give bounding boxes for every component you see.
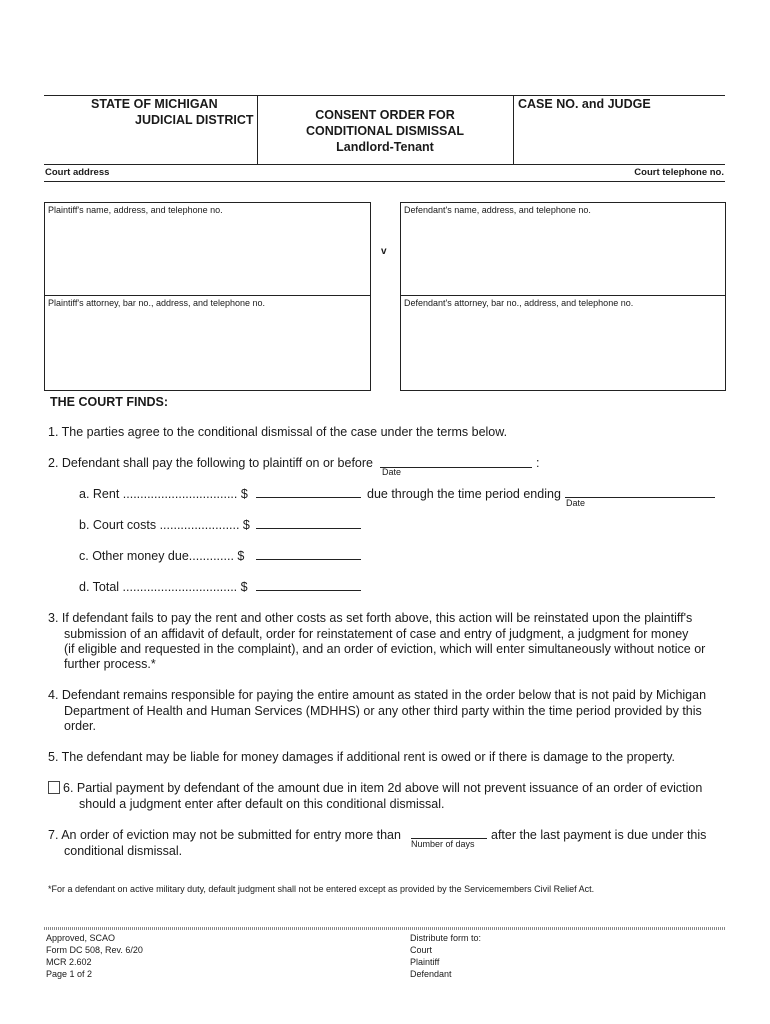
footer-distribute: Distribute form to:: [410, 933, 482, 943]
finding-item-6-line2: should a judgment enter after default on this conditional dismissal.: [79, 797, 445, 811]
finding-item-3-line3: (if eligible and requested in the complaint), and an order of eviction, which will enter simultaneously without notice or: [64, 642, 706, 656]
pay-by-date-field[interactable]: [380, 467, 532, 468]
state-label: STATE OF MICHIGAN: [91, 97, 218, 111]
court-finds-heading: THE COURT FINDS:: [50, 395, 169, 409]
finding-item-3-line4: further process.*: [64, 657, 156, 671]
finding-item-4-line1: 4. Defendant remains responsible for paying the entire amount as stated in the order below that is not paid by Michigan: [48, 688, 707, 702]
header-divider-right: [513, 95, 514, 164]
finding-item-5: 5. The defendant may be liable for money damages if additional rent is owed or if there is damage to the property.: [48, 750, 675, 764]
plaintiff-box-divider: [44, 295, 371, 296]
item-6-checkbox[interactable]: [48, 781, 60, 794]
finding-item-7-line1a: 7. An order of eviction may not be submitted for entry more than: [48, 828, 401, 842]
district-label: JUDICIAL DISTRICT: [135, 113, 254, 127]
pay-by-date-caption: Date: [382, 467, 402, 477]
finding-item-4-line2: Department of Health and Human Services (MDHHS) or any other third party within the time period provided by this: [64, 704, 702, 718]
header-bottom-rule-left: [44, 164, 258, 165]
footer-distribute-plaintiff: Plaintiff: [410, 957, 440, 967]
rent-period-date-caption: Date: [566, 498, 586, 508]
defendant-box-divider: [400, 295, 726, 296]
footer-page: Page 1 of 2: [46, 969, 93, 979]
finding-item-6-line1: 6. Partial payment by defendant of the amount due in item 2d above will not prevent issuance of an order of eviction: [63, 781, 703, 795]
court-costs-field[interactable]: [256, 528, 361, 529]
plaintiff-box[interactable]: [44, 202, 371, 391]
versus-label: v: [381, 246, 387, 257]
defendant-attorney-label: Defendant's attorney, bar no., address, and telephone no.: [404, 298, 634, 308]
header-top-rule: [44, 95, 725, 96]
court-address-rule: [44, 181, 725, 182]
form-title-line1: CONSENT ORDER FOR: [315, 108, 455, 122]
footer-distribute-court: Court: [410, 945, 433, 955]
form-title-line2: CONDITIONAL DISMISSAL: [305, 124, 465, 138]
footer-distribute-defendant: Defendant: [410, 969, 452, 979]
other-money-field[interactable]: [256, 559, 361, 560]
rent-label: a. Rent ................................. $: [79, 487, 248, 501]
header-bottom-rule-mid: [257, 164, 513, 165]
footer-rule: [44, 927, 725, 930]
total-field[interactable]: [256, 590, 361, 591]
finding-item-2: 2. Defendant shall pay the following to plaintiff on or before: [48, 456, 373, 470]
footer-mcr: MCR 2.602: [46, 957, 92, 967]
court-address-label: Court address: [45, 167, 110, 178]
finding-item-7-line1b: after the last payment is due under this: [491, 828, 707, 842]
case-no-label: CASE NO. and JUDGE: [518, 97, 651, 111]
defendant-box[interactable]: [400, 202, 726, 391]
rent-period-end-field[interactable]: [565, 497, 715, 498]
military-footnote: *For a defendant on active military duty, default judgment shall not be entered except as provided by the Servicemembers Civil Relief Act.: [48, 884, 595, 894]
finding-item-3-line1: 3. If defendant fails to pay the rent and other costs as set forth above, this action will be reinstated upon the plaintiff's: [48, 611, 693, 625]
rent-amount-field[interactable]: [256, 497, 361, 498]
finding-item-4-line3: order.: [64, 719, 96, 733]
court-phone-label: Court telephone no.: [634, 167, 724, 178]
finding-item-7-line2: conditional dismissal.: [64, 844, 183, 858]
footer-form-number: Form DC 508, Rev. 6/20: [46, 945, 143, 955]
defendant-label: Defendant's name, address, and telephone no.: [404, 205, 591, 215]
finding-item-3-line2: submission of an affidavit of default, order for reinstatement of case and entry of judgment, a judgment for money: [64, 627, 689, 641]
form-title-line3: Landlord-Tenant: [336, 140, 434, 154]
other-money-label: c. Other money due............. $: [79, 549, 245, 563]
plaintiff-attorney-label: Plaintiff's attorney, bar no., address, and telephone no.: [48, 298, 266, 308]
item2-colon: :: [536, 456, 540, 470]
plaintiff-label: Plaintiff's name, address, and telephone no.: [48, 205, 223, 215]
total-label: d. Total ................................. $: [79, 580, 248, 594]
finding-item-1: 1. The parties agree to the conditional dismissal of the case under the terms below.: [48, 425, 508, 439]
header-bottom-rule-right: [513, 164, 725, 165]
rent-due-label: due through the time period ending: [367, 487, 561, 501]
number-of-days-caption: Number of days: [411, 839, 475, 849]
footer-approved: Approved, SCAO: [46, 933, 116, 943]
court-costs-label: b. Court costs ....................... $: [79, 518, 250, 532]
